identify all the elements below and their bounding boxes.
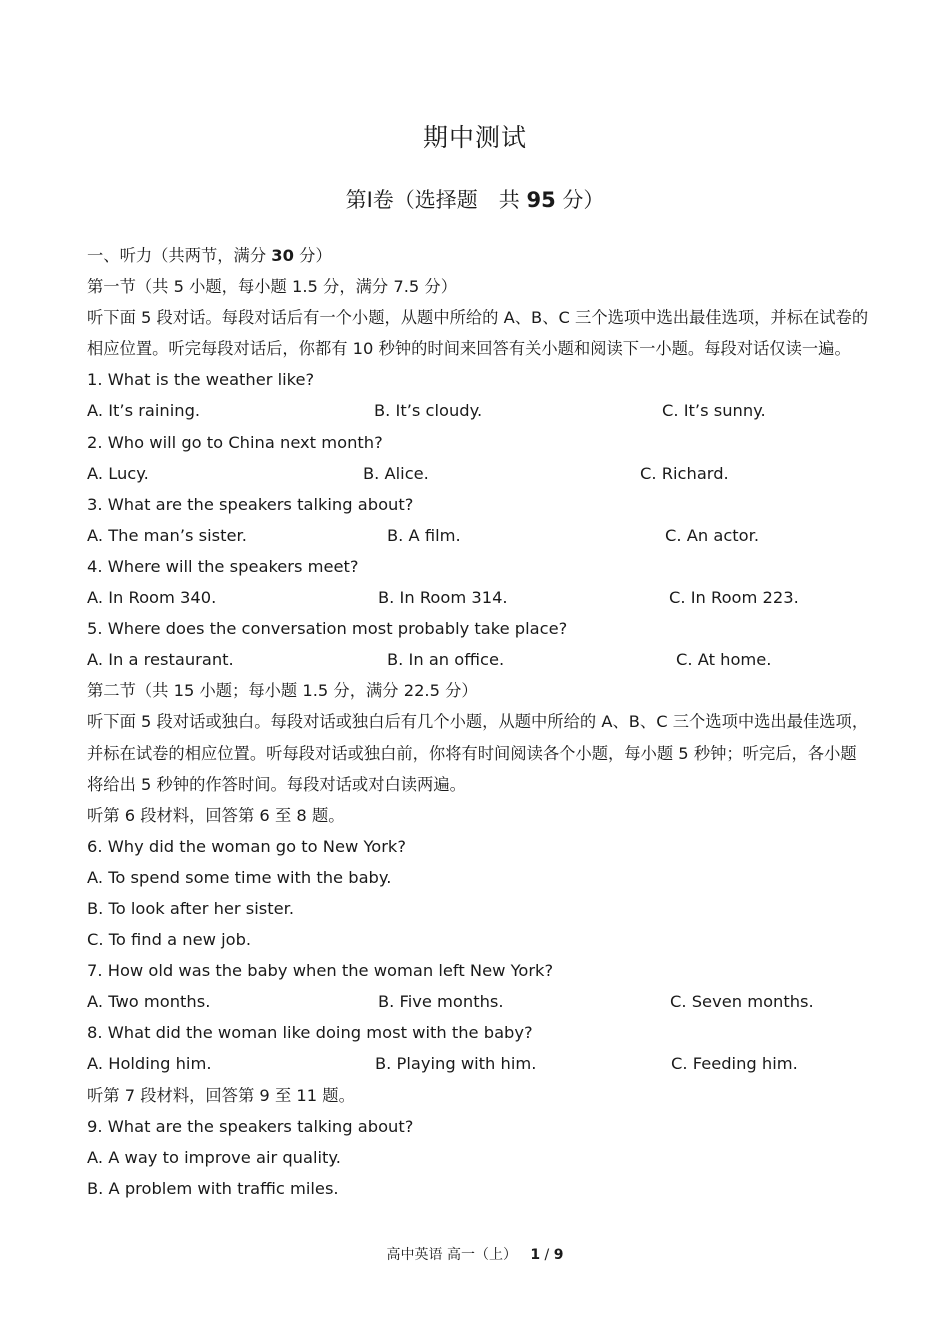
option-b: B. Alice. [363,463,429,483]
option-c: C. To find a new job. [87,930,252,950]
option-a: A. The man’s sister. [87,525,247,545]
option-b: B. Playing with him. [375,1054,537,1074]
part-heading-post: 分） [299,246,332,265]
option-a: A. In a restaurant. [87,650,234,670]
option-b: B. Five months. [378,992,504,1012]
subtitle-post: 分） [562,188,605,212]
option-b: B. In an office. [387,650,505,670]
subtitle-score: 95 [526,188,556,212]
option-c: C. In Room 223. [669,588,799,608]
question-stem: 3. What are the speakers talking about? [87,494,414,514]
section2-instruction: 将给出 5 秒钟的作答时间。每段对话或对白读两遍。 [87,774,466,794]
section2-instruction: 并标在试卷的相应位置。听每段对话或独白前，你将有时间阅读各个小题，每小题 5 秒钟；听完后，各小题 [87,743,857,763]
part-heading [87,240,887,271]
option-c: C. It’s sunny. [662,401,766,421]
page-title: 期中测试 [422,123,527,152]
option-a: A. It’s raining. [87,401,201,421]
part-heading-pre: 一、听力（共两节，满分 [87,246,267,265]
option-b: B. A film. [387,525,461,545]
question-stem: 4. Where will the speakers meet? [87,556,359,576]
question-stem: 1. What is the weather like? [87,370,315,390]
option-b: B. It’s cloudy. [374,401,483,421]
options-row [87,986,887,1017]
options-row [87,395,887,426]
question-stem: 8. What did the woman like doing most with the baby? [87,1023,533,1043]
question-stem: 5. Where does the conversation most probably take place? [87,619,568,639]
footer-page-total: 9 [553,1247,564,1263]
subtitle-pre: 第Ⅰ卷（选择题 共 [345,188,520,212]
part-heading-score: 30 [271,246,294,265]
options-row [87,520,887,551]
section2-header: 第二节（共 15 小题；每小题 1.5 分，满分 22.5 分） [87,681,478,701]
option-a: A. Holding him. [87,1054,212,1074]
option-c: C. Feeding him. [671,1054,798,1074]
section1-instruction: 听下面 5 段对话。每段对话后有一个小题，从题中所给的 A、B、C 三个选项中选出最佳选项，并标在试卷的 [87,308,869,328]
footer-course: 高中英语 高一（上） [386,1247,517,1263]
option-c: C. At home. [676,650,772,670]
option-b: B. In Room 314. [378,588,508,608]
options-row [87,644,887,675]
question-stem: 2. Who will go to China next month? [87,432,383,452]
option-c: C. Richard. [640,463,729,483]
section2-instruction: 听下面 5 段对话或独白。每段对话或独白后有几个小题，从题中所给的 A、B、C 三个选项中选出最佳选项， [87,712,869,732]
paper-subtitle [0,184,950,214]
option-c: C. An actor. [665,525,759,545]
question-stem: 9. What are the speakers talking about? [87,1116,414,1136]
options-row [87,458,887,489]
options-row [87,1048,887,1079]
section1-header: 第一节（共 5 小题，每小题 1.5 分，满分 7.5 分） [87,277,457,297]
footer-separator: / [544,1247,550,1263]
section1-instruction: 相应位置。听完每段对话后，你都有 10 秒钟的时间来回答有关小题和阅读下一小题。每段对话仅读一遍。 [87,339,851,359]
option-a: A. Two months. [87,992,211,1012]
option-a: A. Lucy. [87,463,149,483]
option-a: A. A way to improve air quality. [87,1147,341,1167]
material-note: 听第 7 段材料，回答第 9 至 11 题。 [87,1085,355,1105]
option-b: B. To look after her sister. [87,898,295,918]
option-a: A. To spend some time with the baby. [87,867,392,887]
option-b: B. A problem with traffic miles. [87,1178,339,1198]
question-stem: 7. How old was the baby when the woman left New York? [87,961,554,981]
option-a: A. In Room 340. [87,588,217,608]
option-c: C. Seven months. [670,992,814,1012]
material-note: 听第 6 段材料，回答第 6 至 8 题。 [87,805,345,825]
options-row [87,582,887,613]
exam-content [87,240,887,1204]
footer-page-number: 1 [530,1247,541,1263]
page-footer [0,1244,950,1264]
question-stem: 6. Why did the woman go to New York? [87,836,406,856]
